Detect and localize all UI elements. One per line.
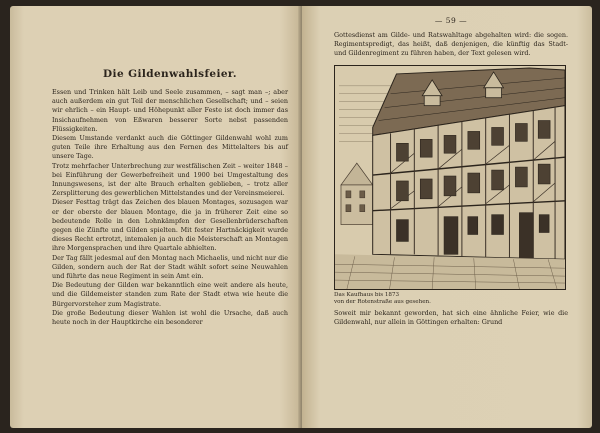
- kaufhaus-illustration: [334, 65, 566, 290]
- figure-caption: [334, 292, 566, 307]
- paragraph: Essen und Trinken hält Leib und Seele zusammen, – sagt man –; aber auch außerdem ein gut Teil der menschlichen Gesellschaft; und – seien wir ehrlich – ein Haupt- und Höhepunkt aller Feste ist doch immer das Insichaufnehmen von Eßwaren besserer Sorte nebst passenden Flüssigkeiten.: [52, 88, 288, 133]
- paragraph: Der Tag fällt jedesmal auf den Montag nach Michaelis, und nicht nur die Gilden, sondern auch der Rat der Stadt wählt sofort seine Neuwahlen und führte das neue Regiment in sein Amt ein.: [52, 253, 288, 281]
- page-number: — 59 —: [434, 16, 468, 25]
- paragraph: Trotz mehrfacher Unterbrechung zur westfälischen Zeit – weiter 1848 – bei Einführung der Gewerbefreiheit und 1900 bei Umgestaltung des Innungswesens, ist der alte Brauch erhalten geblieben, – trotz aller Zersplitterung des gewerblichen Mittelstandes und der Vereinsmeierei.: [52, 161, 288, 198]
- caption-line: Das Kaufhaus bis 1873: [334, 291, 400, 298]
- left-page: [10, 6, 302, 428]
- caption-line: von der Rotenstraße aus gesehen.: [334, 299, 431, 306]
- figure: [334, 65, 566, 307]
- open-book: [10, 6, 592, 428]
- paragraph: Soweit mir bekannt geworden, hat sich eine ähnliche Feier, wie die Gildenwahl, nur allein in Göttingen erhalten: Grund: [334, 308, 568, 326]
- paragraph: Die Bedeutung der Gilden war bekanntlich eine weit andere als heute, und die Gildemeister standen zum Rate der Stadt etwa wie heute die Bürgervorsteher zum Magistrate.: [52, 281, 288, 308]
- paragraph: Diesem Umstande verdankt auch die Göttinger Gildenwahl wohl zum guten Teile ihre Erhaltung aus den Fernen des Mittelalters bis auf unsere Tage.: [52, 134, 288, 161]
- paragraph: Die große Bedeutung dieser Wahlen ist wohl die Ursache, daß auch heute noch in der Hauptkirche ein besonderer: [52, 308, 288, 327]
- paragraph: Gottesdienst am Gilde- und Ratswahltage abgehalten wird: die sogen. Regimentspredigt, das heißt, daß denjenigen, die künftig das Stadt- und Gildenregiment zu führen haben, der Text gelesen wird.: [334, 31, 568, 58]
- right-page: [302, 6, 592, 428]
- chapter-title: Die Gildenwahlsfeier.: [103, 68, 237, 80]
- paragraph: Dieser Festtag trägt das Zeichen des blauen Montages, sozusagen war er der oberste der blauen Montage, die ja in früherer Zeit eine so bedeutende Rolle in den Lohnkämpfen der Gesellenbrüderschaften gegen die Zünfte und Gilden spielten. Mit fester Hartnäckigkeit wurde dieses Recht ertrotzt, intemalen ja auch die Meisterschaft an Montagen ihre Morgensprachen und ihre Quartale abhielten.: [52, 198, 288, 253]
